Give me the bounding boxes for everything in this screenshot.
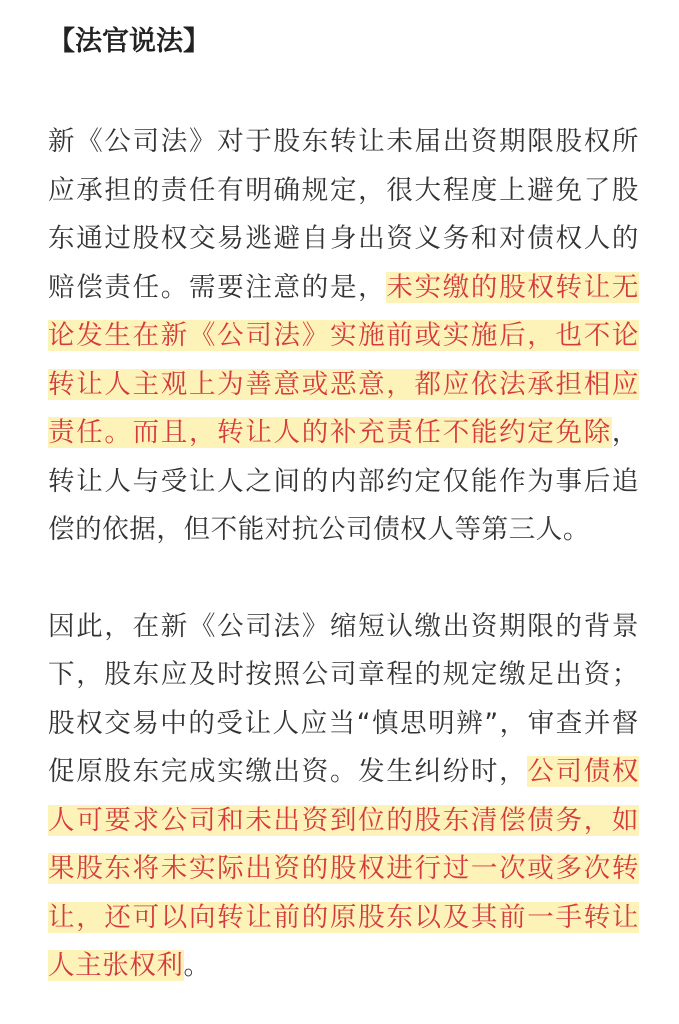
highlighted-text: 公司债权人可要求公司和未出资到位的股东清偿债务，如果股东将未实际出资的股权进行过一次或多次转让，还可以向转让前的原股东以及其前一手转让人主张权利 [48,756,639,981]
highlighted-text: 未实缴的股权转让无论发生在新《公司法》实施前或实施后，也不论转让人主观上为善意或恶意，都应依法承担相应责任。而且，转让人的补充责任不能约定免除 [48,271,639,448]
paragraph-2 [48,603,639,991]
paragraph-text: 。 [183,950,211,981]
paragraph-text: 因此，在新《公司法》缩短认缴出资期限的背景下，股东应及时按照公司章程的规定缴足出资；股权交易中的受让人应当“慎思明辨”，审查并督促原股东完成实缴出资。发生纠纷时， [48,610,639,787]
paragraph-text: 新《公司法》对于股东转让未届出资期限股权所应承担的责任有明确规定，很大程度上避免了股东通过股权交易逃避自身出资义务和对债权人的赔偿责任。需要注意的是， [48,126,639,303]
section-heading: 【法官说法】 [48,26,210,57]
paragraph-1 [48,118,639,555]
paragraph-text: ，转让人与受让人之间的内部约定仅能作为事后追偿的依据，但不能对抗公司债权人等第三人。 [48,417,639,545]
